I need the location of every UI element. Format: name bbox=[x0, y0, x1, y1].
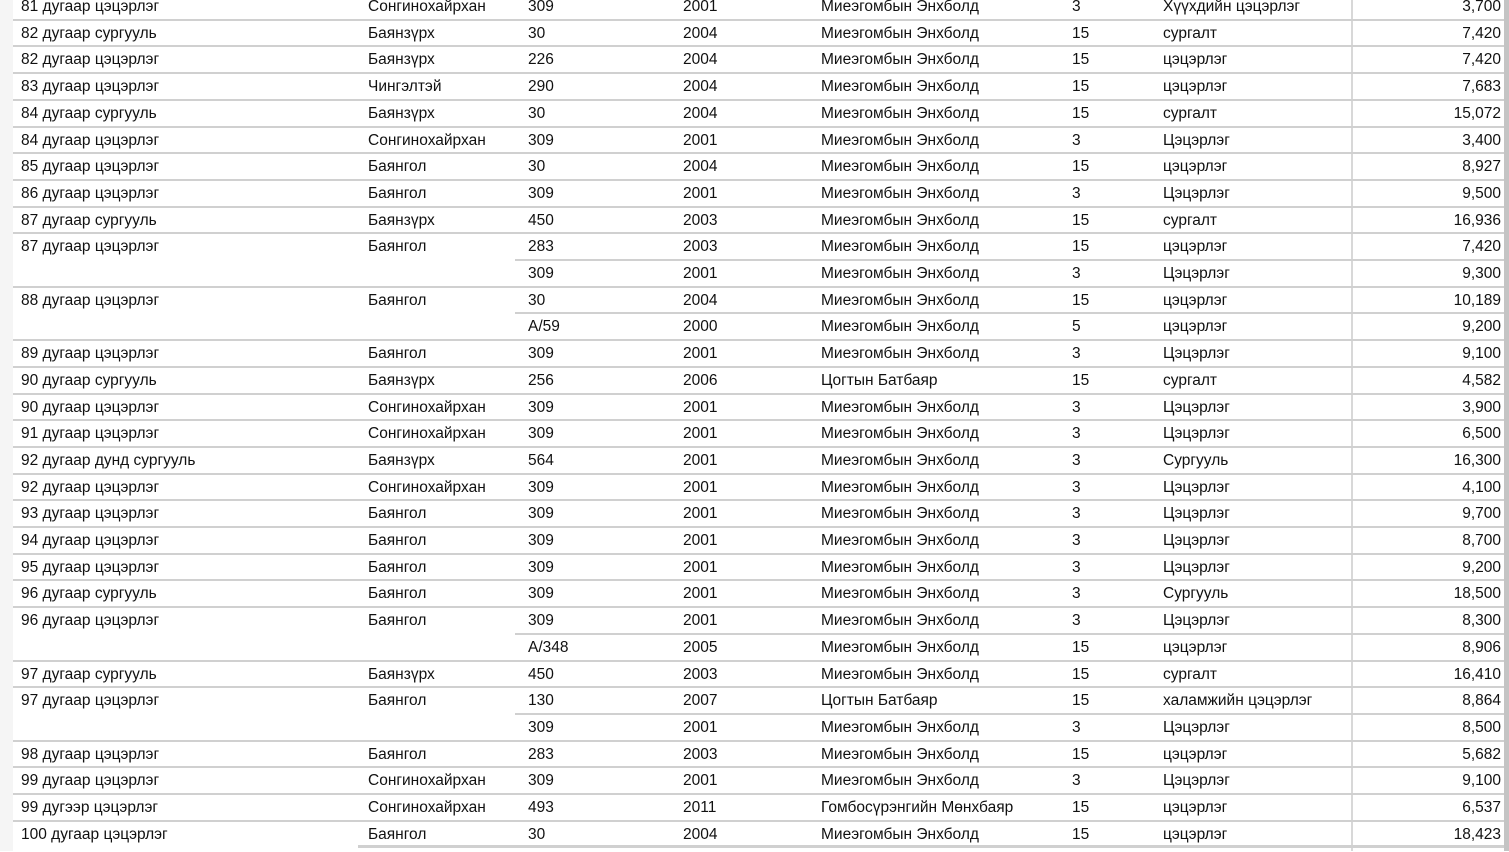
table-bottom-border bbox=[358, 845, 1509, 848]
name-cell[interactable]: 84 дугаар цэцэрлэг bbox=[21, 131, 160, 149]
table-row bbox=[0, 607, 1509, 634]
name-cell[interactable]: 93 дугаар цэцэрлэг bbox=[21, 505, 160, 523]
type-cell[interactable]: цэцэрлэг bbox=[1163, 638, 1228, 656]
person-cell[interactable]: Миеэгомбын Энхболд bbox=[821, 291, 979, 309]
code-cell[interactable]: 15 bbox=[1072, 638, 1090, 656]
type-cell[interactable]: сургалт bbox=[1163, 665, 1218, 683]
person-cell[interactable]: Миеэгомбын Энхболд bbox=[821, 265, 979, 282]
name-cell[interactable]: 81 дугаар цэцэрлэг bbox=[21, 0, 160, 15]
person-cell[interactable]: Миеэгомбын Энхболд bbox=[821, 318, 979, 336]
district-cell[interactable]: Баянгол bbox=[368, 558, 427, 576]
amount-cell[interactable]: 8,500 bbox=[1462, 718, 1501, 736]
type-cell[interactable]: цэцэрлэг bbox=[1163, 78, 1228, 96]
code-cell[interactable]: 15 bbox=[1072, 51, 1090, 69]
type-cell[interactable]: Цэцэрлэг bbox=[1163, 612, 1230, 630]
table-row bbox=[0, 394, 1509, 421]
name-cell[interactable]: 100 дугаар цэцэрлэг bbox=[21, 825, 168, 843]
table-row bbox=[0, 687, 1509, 714]
type-cell[interactable]: цэцэрлэг bbox=[1163, 158, 1228, 176]
year-cell[interactable]: 2004 bbox=[683, 24, 718, 42]
number-cell[interactable]: 309 bbox=[528, 612, 554, 630]
year-cell[interactable]: 2001 bbox=[683, 451, 718, 469]
table-row bbox=[0, 153, 1509, 180]
number-cell[interactable]: 130 bbox=[528, 692, 554, 710]
number-cell[interactable]: 493 bbox=[528, 799, 554, 816]
code-cell[interactable]: 15 bbox=[1072, 238, 1090, 256]
number-cell[interactable]: 309 bbox=[528, 478, 554, 496]
code-cell[interactable]: 15 bbox=[1072, 24, 1090, 42]
district-cell[interactable]: Баянзүрх bbox=[368, 665, 435, 683]
number-cell[interactable]: 564 bbox=[528, 451, 554, 469]
person-cell[interactable]: Миеэгомбын Энхболд bbox=[821, 51, 979, 69]
year-cell[interactable]: 2003 bbox=[683, 745, 718, 763]
number-cell[interactable]: 309 bbox=[528, 184, 554, 202]
type-cell[interactable]: сургалт bbox=[1163, 371, 1218, 389]
number-cell[interactable]: 283 bbox=[528, 238, 554, 256]
year-cell[interactable]: 2001 bbox=[683, 478, 718, 496]
number-cell[interactable]: 309 bbox=[528, 398, 554, 416]
type-cell[interactable]: Цэцэрлэг bbox=[1163, 398, 1230, 416]
district-cell[interactable]: Баянгол bbox=[368, 291, 427, 309]
code-cell[interactable]: 3 bbox=[1072, 425, 1081, 443]
year-cell[interactable]: 2001 bbox=[683, 558, 718, 576]
person-cell[interactable]: Миеэгомбын Энхболд bbox=[821, 718, 979, 736]
year-cell[interactable]: 2001 bbox=[683, 398, 718, 416]
district-cell[interactable]: Баянзүрх bbox=[368, 451, 435, 469]
number-cell[interactable]: 30 bbox=[528, 104, 546, 122]
person-cell[interactable]: Миеэгомбын Энхболд bbox=[821, 612, 979, 630]
type-cell[interactable]: Цэцэрлэг bbox=[1163, 532, 1230, 549]
district-cell[interactable]: Баянгол bbox=[368, 825, 427, 843]
table-row bbox=[0, 233, 1509, 260]
type-cell[interactable]: цэцэрлэг bbox=[1163, 51, 1228, 69]
year-cell[interactable]: 2001 bbox=[683, 585, 718, 603]
person-cell[interactable]: Миеэгомбын Энхболд bbox=[821, 745, 979, 763]
number-cell[interactable]: 30 bbox=[528, 825, 546, 843]
year-cell[interactable]: 2003 bbox=[683, 238, 718, 256]
code-cell[interactable]: 3 bbox=[1072, 718, 1081, 736]
name-cell[interactable]: 91 дугаар цэцэрлэг bbox=[21, 425, 160, 443]
code-cell[interactable]: 3 bbox=[1072, 184, 1081, 202]
type-cell[interactable]: Цэцэрлэг bbox=[1163, 558, 1230, 576]
district-cell[interactable]: Баянгол bbox=[368, 612, 427, 630]
table-row bbox=[0, 127, 1509, 154]
name-cell[interactable]: 99 дугаар цэцэрлэг bbox=[21, 772, 160, 790]
year-cell[interactable]: 2001 bbox=[683, 0, 718, 15]
district-cell[interactable]: Баянзүрх bbox=[368, 24, 435, 42]
type-cell[interactable]: Цэцэрлэг bbox=[1163, 505, 1230, 523]
type-cell[interactable]: цэцэрлэг bbox=[1163, 799, 1228, 816]
table-row bbox=[0, 634, 1509, 661]
code-cell[interactable]: 15 bbox=[1072, 825, 1090, 843]
table-row bbox=[0, 180, 1509, 207]
amount-cell[interactable]: 16,936 bbox=[1453, 211, 1501, 229]
name-cell[interactable]: 87 дугаар цэцэрлэг bbox=[21, 238, 160, 256]
code-cell[interactable]: 15 bbox=[1072, 291, 1090, 309]
person-cell[interactable]: Миеэгомбын Энхболд bbox=[821, 211, 979, 229]
table-row bbox=[0, 313, 1509, 340]
amount-cell[interactable]: 16,410 bbox=[1453, 665, 1501, 683]
amount-cell[interactable]: 9,700 bbox=[1462, 505, 1501, 523]
table-row bbox=[0, 420, 1509, 447]
name-cell[interactable]: 90 дугаар цэцэрлэг bbox=[21, 398, 160, 416]
type-cell[interactable]: Сургууль bbox=[1163, 451, 1229, 469]
name-cell[interactable]: 90 дугаар сургууль bbox=[21, 371, 157, 389]
code-cell[interactable]: 15 bbox=[1072, 211, 1090, 229]
person-cell[interactable]: Миеэгомбын Энхболд bbox=[821, 184, 979, 202]
amount-cell[interactable]: 7,420 bbox=[1462, 238, 1501, 256]
person-cell[interactable]: Цогтын Батбаяр bbox=[821, 692, 938, 710]
table-row bbox=[0, 0, 1509, 20]
type-cell[interactable]: цэцэрлэг bbox=[1163, 825, 1228, 843]
name-cell[interactable]: 92 дугаар дунд сургууль bbox=[21, 451, 196, 469]
amount-cell[interactable]: 10,189 bbox=[1453, 291, 1501, 309]
name-cell[interactable]: 87 дугаар сургууль bbox=[21, 211, 157, 229]
number-cell[interactable]: 309 bbox=[528, 0, 554, 15]
amount-cell[interactable]: 8,927 bbox=[1462, 158, 1501, 176]
year-cell[interactable]: 2004 bbox=[683, 158, 718, 176]
name-cell[interactable]: 97 дугаар сургууль bbox=[21, 665, 157, 683]
person-cell[interactable]: Миеэгомбын Энхболд bbox=[821, 665, 979, 683]
year-cell[interactable]: 2001 bbox=[683, 718, 718, 736]
type-cell[interactable]: Цэцэрлэг bbox=[1163, 478, 1230, 496]
code-cell[interactable]: 3 bbox=[1072, 398, 1081, 416]
district-cell[interactable]: Баянгол bbox=[368, 745, 427, 763]
amount-cell[interactable]: 3,900 bbox=[1462, 398, 1501, 416]
name-cell[interactable]: 82 дугаар сургууль bbox=[21, 24, 157, 42]
number-cell[interactable]: 309 bbox=[528, 425, 554, 443]
name-cell[interactable]: 97 дугаар цэцэрлэг bbox=[21, 692, 160, 710]
type-cell[interactable]: Цэцэрлэг bbox=[1163, 718, 1230, 736]
name-cell[interactable]: 89 дугаар цэцэрлэг bbox=[21, 345, 160, 363]
amount-cell[interactable]: 7,420 bbox=[1462, 24, 1501, 42]
person-cell[interactable]: Миеэгомбын Энхболд bbox=[821, 772, 979, 790]
amount-cell[interactable]: 6,537 bbox=[1462, 799, 1501, 816]
name-cell[interactable]: 83 дугаар цэцэрлэг bbox=[21, 78, 160, 96]
table-row bbox=[0, 447, 1509, 474]
amount-cell[interactable]: 9,100 bbox=[1462, 772, 1501, 790]
name-cell[interactable]: 94 дугаар цэцэрлэг bbox=[21, 532, 160, 549]
person-cell[interactable]: Миеэгомбын Энхболд bbox=[821, 24, 979, 42]
person-cell[interactable]: Миеэгомбын Энхболд bbox=[821, 0, 979, 15]
amount-cell[interactable]: 18,423 bbox=[1453, 825, 1501, 843]
amount-cell[interactable]: 9,200 bbox=[1462, 318, 1501, 336]
district-cell[interactable]: Баянгол bbox=[368, 585, 427, 603]
amount-cell[interactable]: 4,100 bbox=[1462, 478, 1501, 496]
table-row bbox=[0, 260, 1509, 287]
code-cell[interactable]: 3 bbox=[1072, 131, 1081, 149]
table-row bbox=[0, 580, 1509, 607]
amount-cell[interactable]: 6,500 bbox=[1462, 425, 1501, 443]
name-cell[interactable]: 82 дугаар цэцэрлэг bbox=[21, 51, 160, 69]
number-cell[interactable]: 256 bbox=[528, 371, 554, 389]
table-row bbox=[0, 287, 1509, 314]
number-cell[interactable]: А/59 bbox=[528, 318, 560, 336]
number-cell[interactable]: 309 bbox=[528, 585, 554, 603]
type-cell[interactable]: цэцэрлэг bbox=[1163, 318, 1228, 336]
type-cell[interactable]: Цэцэрлэг bbox=[1163, 184, 1230, 202]
type-cell[interactable]: сургалт bbox=[1163, 211, 1218, 229]
person-cell[interactable]: Миеэгомбын Энхболд bbox=[821, 638, 979, 656]
year-cell[interactable]: 2006 bbox=[683, 371, 718, 389]
number-cell[interactable]: 309 bbox=[528, 265, 554, 282]
table-row bbox=[0, 714, 1509, 741]
number-cell[interactable]: 450 bbox=[528, 211, 554, 229]
year-cell[interactable]: 2004 bbox=[683, 78, 718, 96]
table-row bbox=[0, 340, 1509, 367]
table-row bbox=[0, 207, 1509, 234]
number-cell[interactable]: 30 bbox=[528, 24, 546, 42]
district-cell[interactable]: Баянгол bbox=[368, 238, 427, 256]
amount-cell[interactable]: 9,200 bbox=[1462, 558, 1501, 576]
number-cell[interactable]: 30 bbox=[528, 291, 546, 309]
person-cell[interactable]: Миеэгомбын Энхболд bbox=[821, 398, 979, 416]
number-cell[interactable]: 309 bbox=[528, 505, 554, 523]
year-cell[interactable]: 2004 bbox=[683, 825, 718, 843]
year-cell[interactable]: 2004 bbox=[683, 104, 718, 122]
code-cell[interactable]: 15 bbox=[1072, 371, 1090, 389]
code-cell[interactable]: 5 bbox=[1072, 318, 1081, 336]
name-cell[interactable]: 92 дугаар цэцэрлэг bbox=[21, 478, 160, 496]
type-cell[interactable]: Цэцэрлэг bbox=[1163, 265, 1230, 282]
amount-cell[interactable]: 8,700 bbox=[1462, 532, 1501, 549]
amount-cell[interactable]: 9,300 bbox=[1462, 265, 1501, 282]
table-row bbox=[0, 741, 1509, 768]
code-cell[interactable]: 3 bbox=[1072, 558, 1081, 576]
table-row bbox=[0, 73, 1509, 100]
number-cell[interactable]: 450 bbox=[528, 665, 554, 683]
code-cell[interactable]: 15 bbox=[1072, 745, 1090, 763]
code-cell[interactable]: 15 bbox=[1072, 799, 1090, 816]
person-cell[interactable]: Миеэгомбын Энхболд bbox=[821, 345, 979, 363]
code-cell[interactable]: 15 bbox=[1072, 158, 1090, 176]
person-cell[interactable]: Миеэгомбын Энхболд bbox=[821, 478, 979, 496]
year-cell[interactable]: 2007 bbox=[683, 692, 718, 710]
code-cell[interactable]: 15 bbox=[1072, 692, 1090, 710]
type-cell[interactable]: цэцэрлэг bbox=[1163, 291, 1228, 309]
vertical-scrollbar[interactable] bbox=[1504, 0, 1509, 851]
person-cell[interactable]: Миеэгомбын Энхболд bbox=[821, 131, 979, 149]
name-cell[interactable]: 88 дугаар цэцэрлэг bbox=[21, 291, 160, 309]
amount-cell[interactable]: 7,683 bbox=[1462, 78, 1501, 96]
amount-cell[interactable]: 16,300 bbox=[1453, 451, 1501, 469]
code-cell[interactable]: 3 bbox=[1072, 451, 1081, 469]
person-cell[interactable]: Миеэгомбын Энхболд bbox=[821, 238, 979, 256]
code-cell[interactable]: 3 bbox=[1072, 0, 1081, 15]
person-cell[interactable]: Миеэгомбын Энхболд bbox=[821, 425, 979, 443]
number-cell[interactable]: 309 bbox=[528, 532, 554, 549]
district-cell[interactable]: Баянгол bbox=[368, 184, 427, 202]
table-row bbox=[0, 500, 1509, 527]
code-cell[interactable]: 15 bbox=[1072, 78, 1090, 96]
district-cell[interactable]: Сонгинохайрхан bbox=[368, 799, 486, 816]
person-cell[interactable]: Миеэгомбын Энхболд bbox=[821, 558, 979, 576]
type-cell[interactable]: халамжийн цэцэрлэг bbox=[1163, 692, 1313, 710]
code-cell[interactable]: 3 bbox=[1072, 532, 1081, 549]
code-cell[interactable]: 3 bbox=[1072, 265, 1081, 282]
district-cell[interactable]: Баянгол bbox=[368, 505, 427, 523]
code-cell[interactable]: 3 bbox=[1072, 612, 1081, 630]
district-cell[interactable]: Сонгинохайрхан bbox=[368, 772, 486, 790]
name-cell[interactable]: 96 дугаар цэцэрлэг bbox=[21, 612, 160, 630]
number-cell[interactable]: 309 bbox=[528, 131, 554, 149]
type-cell[interactable]: цэцэрлэг bbox=[1163, 238, 1228, 256]
name-cell[interactable]: 99 дугээр цэцэрлэг bbox=[21, 799, 159, 816]
table-row bbox=[0, 367, 1509, 394]
district-cell[interactable]: Баянгол bbox=[368, 158, 427, 176]
name-cell[interactable]: 86 дугаар цэцэрлэг bbox=[21, 184, 160, 202]
year-cell[interactable]: 2004 bbox=[683, 291, 718, 309]
table-row bbox=[0, 767, 1509, 794]
table-row bbox=[0, 100, 1509, 127]
year-cell[interactable]: 2000 bbox=[683, 318, 718, 336]
year-cell[interactable]: 2001 bbox=[683, 505, 718, 523]
table-row bbox=[0, 554, 1509, 581]
year-cell[interactable]: 2005 bbox=[683, 638, 718, 656]
number-cell[interactable]: А/348 bbox=[528, 638, 569, 656]
code-cell[interactable]: 3 bbox=[1072, 345, 1081, 363]
table-row bbox=[0, 474, 1509, 501]
year-cell[interactable]: 2003 bbox=[683, 211, 718, 229]
type-cell[interactable]: сургалт bbox=[1163, 24, 1218, 42]
number-cell[interactable]: 226 bbox=[528, 51, 554, 69]
code-cell[interactable]: 3 bbox=[1072, 585, 1081, 603]
amount-cell[interactable]: 5,682 bbox=[1462, 745, 1501, 763]
amount-cell[interactable]: 15,072 bbox=[1453, 104, 1501, 122]
type-cell[interactable]: Цэцэрлэг bbox=[1163, 345, 1230, 363]
type-cell[interactable]: Цэцэрлэг bbox=[1163, 772, 1230, 790]
name-cell[interactable]: 98 дугаар цэцэрлэг bbox=[21, 745, 160, 763]
year-cell[interactable]: 2001 bbox=[683, 131, 718, 149]
code-cell[interactable]: 15 bbox=[1072, 104, 1090, 122]
name-cell[interactable]: 96 дугаар сургууль bbox=[21, 585, 157, 603]
amount-cell[interactable]: 9,100 bbox=[1462, 345, 1501, 363]
type-cell[interactable]: сургалт bbox=[1163, 104, 1218, 122]
number-cell[interactable]: 30 bbox=[528, 158, 546, 176]
name-cell[interactable]: 84 дугаар сургууль bbox=[21, 104, 157, 122]
type-cell[interactable]: Цэцэрлэг bbox=[1163, 425, 1230, 443]
number-cell[interactable]: 309 bbox=[528, 558, 554, 576]
table-row bbox=[0, 794, 1509, 821]
person-cell[interactable]: Цогтын Батбаяр bbox=[821, 371, 938, 389]
amount-cell[interactable]: 8,300 bbox=[1462, 612, 1501, 630]
table-row bbox=[0, 46, 1509, 73]
district-cell[interactable]: Сонгинохайрхан bbox=[368, 131, 486, 149]
district-cell[interactable]: Сонгинохайрхан bbox=[368, 478, 486, 496]
number-cell[interactable]: 309 bbox=[528, 345, 554, 363]
table-row bbox=[0, 821, 1509, 848]
type-cell[interactable]: Сургууль bbox=[1163, 585, 1229, 603]
person-cell[interactable]: Миеэгомбын Энхболд bbox=[821, 825, 979, 843]
person-cell[interactable]: Гомбосүрэнгийн Мөнхбаяр bbox=[821, 799, 1014, 816]
person-cell[interactable]: Миеэгомбын Энхболд bbox=[821, 158, 979, 176]
district-cell[interactable]: Баянзүрх bbox=[368, 51, 435, 69]
district-cell[interactable]: Сонгинохайрхан bbox=[368, 398, 486, 416]
code-cell[interactable]: 3 bbox=[1072, 772, 1081, 790]
code-cell[interactable]: 3 bbox=[1072, 505, 1081, 523]
person-cell[interactable]: Миеэгомбын Энхболд bbox=[821, 532, 979, 549]
table-row bbox=[0, 527, 1509, 554]
year-cell[interactable]: 2011 bbox=[683, 799, 717, 816]
type-cell[interactable]: Цэцэрлэг bbox=[1163, 131, 1230, 149]
name-cell[interactable]: 95 дугаар цэцэрлэг bbox=[21, 558, 160, 576]
number-cell[interactable]: 309 bbox=[528, 772, 554, 790]
year-cell[interactable]: 2001 bbox=[683, 184, 718, 202]
district-cell[interactable]: Баянзүрх bbox=[368, 104, 435, 122]
person-cell[interactable]: Миеэгомбын Энхболд bbox=[821, 451, 979, 469]
number-cell[interactable]: 290 bbox=[528, 78, 554, 96]
district-cell[interactable]: Баянзүрх bbox=[368, 211, 435, 229]
amount-cell[interactable]: 4,582 bbox=[1462, 371, 1501, 389]
amount-cell[interactable]: 3,400 bbox=[1462, 131, 1501, 149]
person-cell[interactable]: Миеэгомбын Энхболд bbox=[821, 78, 979, 96]
year-cell[interactable]: 2001 bbox=[683, 345, 718, 363]
year-cell[interactable]: 2001 bbox=[683, 772, 718, 790]
amount-cell[interactable]: 18,500 bbox=[1453, 585, 1501, 603]
amount-cell[interactable]: 9,500 bbox=[1462, 184, 1501, 202]
table-row bbox=[0, 20, 1509, 47]
table-row bbox=[0, 661, 1509, 688]
name-cell[interactable]: 85 дугаар цэцэрлэг bbox=[21, 158, 160, 176]
code-cell[interactable]: 3 bbox=[1072, 478, 1081, 496]
district-cell[interactable]: Баянгол bbox=[368, 692, 427, 710]
type-cell[interactable]: цэцэрлэг bbox=[1163, 745, 1228, 763]
district-cell[interactable]: Сонгинохайрхан bbox=[368, 425, 486, 443]
code-cell[interactable]: 15 bbox=[1072, 665, 1090, 683]
person-cell[interactable]: Миеэгомбын Энхболд bbox=[821, 505, 979, 523]
year-cell[interactable]: 2001 bbox=[683, 532, 718, 549]
year-cell[interactable]: 2001 bbox=[683, 265, 718, 282]
amount-cell[interactable]: 8,864 bbox=[1462, 692, 1501, 710]
number-cell[interactable]: 309 bbox=[528, 718, 554, 736]
district-cell[interactable]: Сонгинохайрхан bbox=[368, 0, 486, 15]
amount-cell[interactable]: 8,906 bbox=[1462, 638, 1501, 656]
year-cell[interactable]: 2001 bbox=[683, 425, 718, 443]
district-cell[interactable]: Баянзүрх bbox=[368, 371, 435, 389]
year-cell[interactable]: 2003 bbox=[683, 665, 718, 683]
year-cell[interactable]: 2001 bbox=[683, 612, 718, 630]
year-cell[interactable]: 2004 bbox=[683, 51, 718, 69]
type-cell[interactable]: Хүүхдийн цэцэрлэг bbox=[1163, 0, 1301, 15]
district-cell[interactable]: Баянгол bbox=[368, 532, 427, 549]
person-cell[interactable]: Миеэгомбын Энхболд bbox=[821, 585, 979, 603]
district-cell[interactable]: Баянгол bbox=[368, 345, 427, 363]
amount-cell[interactable]: 7,420 bbox=[1462, 51, 1501, 69]
district-cell[interactable]: Чингэлтэй bbox=[368, 78, 442, 96]
number-cell[interactable]: 283 bbox=[528, 745, 554, 763]
person-cell[interactable]: Миеэгомбын Энхболд bbox=[821, 104, 979, 122]
amount-cell[interactable]: 3,700 bbox=[1462, 0, 1501, 15]
